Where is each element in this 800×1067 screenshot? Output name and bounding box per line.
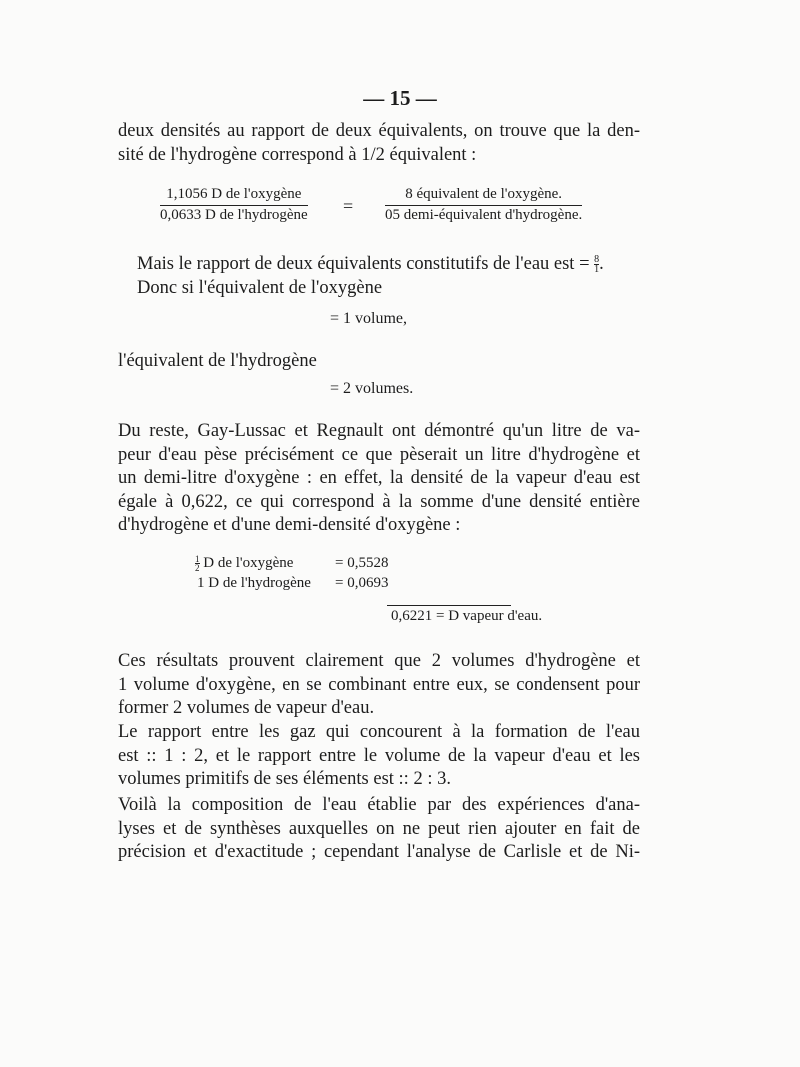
text-line: lyses et de synthèses auxquelles on ne peut rien ajouter en fait de xyxy=(118,818,640,839)
sum-row-label: D de l'oxygène xyxy=(203,555,294,571)
paragraph-ratio xyxy=(118,721,640,792)
text-line: peur d'eau pèse précisément ce que pèserait un litre d'hydrogène et xyxy=(118,444,640,465)
paragraph-results xyxy=(118,650,640,721)
equals-sign: = xyxy=(343,196,354,216)
text-line: Le rapport entre les gaz qui concourent à la formation de l'eau xyxy=(118,722,640,742)
fraction-numerator: 8 équivalent de l'oxygène. xyxy=(385,186,582,206)
half-fraction-top: 1 xyxy=(195,554,200,565)
page-number: — 15 — xyxy=(363,86,437,110)
hydrogen-volume: = 2 volumes. xyxy=(330,380,414,397)
ratio-fraction-top: 8 xyxy=(594,254,600,266)
hydrogen-intro: l'équivalent de l'hydrogène xyxy=(118,351,317,371)
oxygen-volume: = 1 volume, xyxy=(330,310,408,327)
text-line: égale à 0,622, ce qui correspond à la somme d'une densité entière xyxy=(118,491,640,512)
text-line: 1 volume d'oxygène, en se combinant entre eux, se condensent pour xyxy=(118,674,640,695)
fraction-numerator: 1,1056 D de l'oxygène xyxy=(160,186,308,206)
density-fraction xyxy=(160,186,308,224)
text-line: deux densités au rapport de deux équivalents, on trouve que la den- xyxy=(118,121,640,141)
text-line: Du reste, Gay-Lussac et Regnault ont démontré qu'un litre de va- xyxy=(118,421,640,441)
density-equation xyxy=(160,186,620,236)
text-line: Ces résultats prouvent clairement que 2 volumes d'hydrogène et xyxy=(118,651,640,671)
sum-row-value: = 0,0693 xyxy=(335,575,389,591)
ratio-text: Mais le rapport de deux équivalents constitutifs de l'eau est = xyxy=(137,254,590,274)
fraction-denominator: 05 demi-équivalent d'hydrogène. xyxy=(385,207,583,223)
sum-rule xyxy=(387,605,511,606)
text-line: volumes primitifs de ses éléments est :: 2 : 3. xyxy=(118,769,451,789)
paragraph-gay-lussac xyxy=(118,420,640,538)
equivalent-fraction xyxy=(385,186,582,224)
half-fraction xyxy=(195,555,200,572)
text-line: former 2 volumes de vapeur d'eau. xyxy=(118,698,375,718)
paragraph-intro xyxy=(118,120,640,167)
sum-total: 0,6221 = D vapeur d'eau. xyxy=(391,608,543,624)
sum-row-hydrogen: 1 D de l'hydrogène xyxy=(197,575,311,591)
paragraph-composition xyxy=(118,794,640,865)
sum-row-oxygen xyxy=(195,555,293,572)
ratio-fraction-bottom: 1 xyxy=(594,264,600,276)
sum-row-value: = 0,5528 xyxy=(335,555,389,571)
text-line: un demi-litre d'oxygène : en effet, la densité de la vapeur d'eau est xyxy=(118,468,640,488)
text-line: d'hydrogène et d'une demi-densité d'oxygène : xyxy=(118,515,461,535)
half-fraction-bottom: 2 xyxy=(195,563,200,574)
ratio-end: . xyxy=(599,254,604,274)
ratio-line xyxy=(137,254,604,275)
text-line: sité de l'hydrogène correspond à 1/2 équivalent : xyxy=(118,144,477,165)
text-line: précision et d'exactitude ; cependant l'analyse de Carlisle et de Ni- xyxy=(118,842,640,862)
text-line: Voilà la composition de l'eau établie par des expériences d'ana- xyxy=(118,795,640,815)
oxygen-intro: Donc si l'équivalent de l'oxygène xyxy=(137,278,383,298)
text-line: est :: 1 : 2, et le rapport entre le volume de la vapeur d'eau et les xyxy=(118,745,640,766)
fraction-denominator: 0,0633 D de l'hydrogène xyxy=(160,207,308,223)
